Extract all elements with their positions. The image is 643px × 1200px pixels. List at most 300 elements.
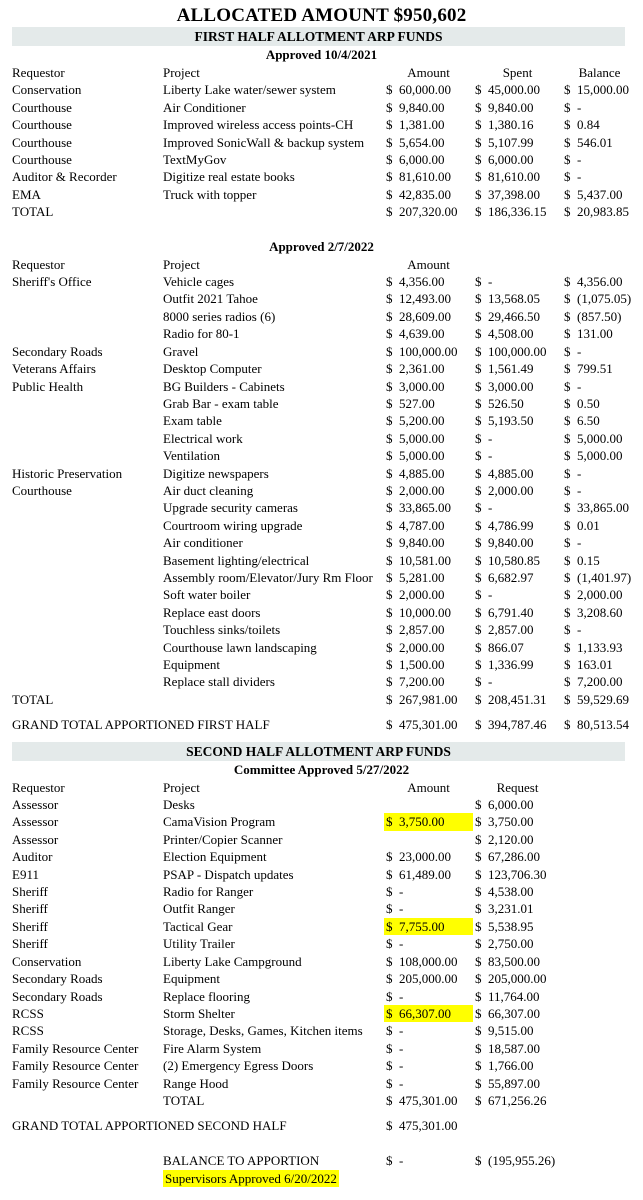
table-row <box>12 1057 637 1074</box>
cell-spent: 3,000.00 <box>488 378 534 394</box>
cell-project: PSAP - Dispatch updates <box>163 866 294 882</box>
cell-spent: 5,193.50 <box>488 413 534 429</box>
cell-balance-symbol: $ <box>564 378 571 394</box>
cell-amount-symbol: $ <box>386 517 393 533</box>
table-row <box>12 900 637 917</box>
cell-request: 3,231.01 <box>488 901 534 917</box>
cell-request-symbol: $ <box>475 1092 482 1108</box>
cell-amount: - <box>399 936 404 952</box>
column-header-requestor: Requestor <box>12 256 65 272</box>
cell-project: Equipment <box>163 971 221 987</box>
cell-spent-symbol: $ <box>475 99 482 115</box>
cell-requestor: Public Health <box>12 378 84 394</box>
cell-project: (2) Emergency Egress Doors <box>163 1058 314 1074</box>
cell-amount <box>399 831 473 848</box>
cell-spent-symbol: $ <box>475 448 482 464</box>
cell-balance: 7,200.00 <box>577 674 623 690</box>
cell-spent: - <box>488 587 493 603</box>
cell-amount: - <box>399 901 404 917</box>
cell-requestor: RCSS <box>12 1005 44 1021</box>
cell-amount-symbol: $ <box>386 639 393 655</box>
cell-balance-symbol: $ <box>564 717 571 733</box>
cell-request: 1,766.00 <box>488 1058 534 1074</box>
cell-spent: 4,786.99 <box>488 517 534 533</box>
cell-balance: - <box>577 152 582 168</box>
cell-blank <box>12 1135 637 1152</box>
cell-spent-symbol: $ <box>475 552 482 568</box>
cell-spent: 4,508.00 <box>488 326 534 342</box>
cell-requestor <box>12 395 163 412</box>
cell-blank <box>163 203 384 220</box>
cell-request: 671,256.26 <box>488 1092 547 1108</box>
cell-amount-symbol: $ <box>386 953 393 969</box>
cell-amount-symbol: $ <box>386 866 393 882</box>
cell-blank <box>577 1117 637 1134</box>
cell-amount-symbol: $ <box>386 1075 393 1091</box>
first-half-grand-total-table <box>12 716 637 733</box>
cell-amount: 61,489.00 <box>399 866 451 882</box>
column-header-request: Request <box>496 779 539 795</box>
table-total-row <box>12 1092 637 1109</box>
cell-amount: 3,000.00 <box>399 378 445 394</box>
table-row <box>12 1040 637 1057</box>
first-half-band-title: FIRST HALF ALLOTMENT ARP FUNDS <box>12 27 625 46</box>
page-title: ALLOCATED AMOUNT $950,602 <box>176 5 467 26</box>
cell-amount-symbol: $ <box>386 622 393 638</box>
cell-amount-symbol: $ <box>386 326 393 342</box>
cell-balance-symbol: $ <box>564 395 571 411</box>
cell-project: Gravel <box>163 343 199 359</box>
cell-request: 9,515.00 <box>488 1023 534 1039</box>
cell-spent-symbol: $ <box>475 674 482 690</box>
table-row <box>12 813 637 830</box>
column-header-requestor: Requestor <box>12 65 65 80</box>
cell-amount: 205,000.00 <box>399 971 458 987</box>
cell-blank <box>577 866 637 883</box>
cell-amount: 1,500.00 <box>399 657 445 672</box>
cell-blank <box>562 935 577 952</box>
cell-balance: 3,208.60 <box>577 604 623 620</box>
cell-blank <box>577 796 637 813</box>
cell-project: Utility Trailer <box>163 936 235 952</box>
cell-requestor: Sheriff <box>12 884 48 900</box>
cell-spent: 9,840.00 <box>488 535 534 551</box>
cell-requestor: Sheriff <box>12 936 48 952</box>
cell-balance: 546.01 <box>577 134 613 150</box>
first-half-section-b-subhead: Approved 2/7/2022 <box>269 238 374 254</box>
cell-amount-symbol: $ <box>386 604 393 620</box>
cell-balance-symbol: $ <box>564 657 571 672</box>
cell-project: Election Equipment <box>163 849 267 865</box>
cell-total-label: TOTAL <box>12 204 54 220</box>
cell-request: (195,955.26) <box>488 1153 556 1169</box>
cell-amount-symbol: $ <box>386 500 393 516</box>
cell-spent: 6,000.00 <box>488 152 534 168</box>
cell-balance: 2,000.00 <box>577 587 623 603</box>
cell-amount-symbol: $ <box>386 674 393 690</box>
cell-requestor: Secondary Roads <box>12 343 103 359</box>
cell-request: 55,897.00 <box>488 1075 540 1091</box>
table-row <box>12 848 637 865</box>
cell-spent: 1,561.49 <box>488 361 534 377</box>
cell-balance: 0.50 <box>577 395 600 411</box>
cell-amount-symbol: $ <box>386 430 393 446</box>
cell-request: 2,750.00 <box>488 936 534 952</box>
cell-requestor: Courthouse <box>12 134 72 150</box>
cell-balance-symbol: $ <box>564 517 571 533</box>
cell-requestor: EMA <box>12 186 41 202</box>
cell-request: 67,286.00 <box>488 849 540 865</box>
cell-amount: 207,320.00 <box>399 204 458 220</box>
table-row <box>12 168 637 185</box>
cell-blank <box>562 1117 577 1134</box>
cell-amount: - <box>399 1058 404 1074</box>
cell-requestor: Assessor <box>12 831 59 847</box>
cell-request-symbol: $ <box>475 988 482 1004</box>
grand-total-row <box>12 716 637 733</box>
cell-amount-symbol: $ <box>386 849 393 865</box>
cell-balance: - <box>577 535 582 551</box>
cell-blank <box>562 970 577 987</box>
cell-amount-symbol: $ <box>386 169 393 185</box>
cell-request: 5,538.95 <box>488 918 534 934</box>
cell-balance-symbol: $ <box>564 413 571 429</box>
cell-requestor: E911 <box>12 866 39 882</box>
cell-amount-symbol: $ <box>386 1058 393 1074</box>
cell-amount: - <box>399 1153 404 1169</box>
cell-requestor <box>12 290 163 307</box>
cell-amount-symbol: $ <box>386 82 393 98</box>
cell-balance: - <box>577 343 582 359</box>
cell-project: Air Conditioner <box>163 99 246 115</box>
cell-request: 2,120.00 <box>488 831 534 847</box>
cell-balance-symbol: $ <box>564 152 571 168</box>
second-half-grand-total-row <box>12 1117 637 1134</box>
cell-amount-symbol: $ <box>386 1023 393 1039</box>
cell-balance-symbol: $ <box>564 204 571 220</box>
table-row <box>12 673 637 690</box>
column-header-requestor: Requestor <box>12 779 65 795</box>
cell-spent-symbol: $ <box>475 152 482 168</box>
cell-blank <box>562 1005 577 1022</box>
second-half-band-title: SECOND HALF ALLOTMENT ARP FUNDS <box>12 742 625 761</box>
table-row <box>12 639 637 656</box>
cell-project: BG Builders - Cabinets <box>163 378 285 394</box>
column-header-spacer <box>562 779 637 796</box>
cell-spent: 394,787.46 <box>488 717 547 733</box>
cell-amount <box>399 796 473 813</box>
table-row <box>12 273 637 290</box>
cell-amount: 2,857.00 <box>399 622 445 638</box>
second-half-subhead: Committee Approved 5/27/2022 <box>233 761 410 777</box>
cell-grand-total-label: GRAND TOTAL APPORTIONED FIRST HALF <box>12 717 270 733</box>
cell-blank <box>562 848 577 865</box>
cell-blank <box>577 970 637 987</box>
cell-total-label: TOTAL <box>163 1092 205 1108</box>
cell-amount: 2,361.00 <box>399 361 445 377</box>
cell-balance: 59,529.69 <box>577 691 629 707</box>
table-row <box>12 866 637 883</box>
cell-spent: 10,580.85 <box>488 552 540 568</box>
cell-spent-symbol: $ <box>475 395 482 411</box>
cell-amount-symbol: $ <box>386 117 393 133</box>
cell-request-symbol: $ <box>475 1040 482 1056</box>
cell-amount: 10,581.00 <box>399 552 451 568</box>
cell-spent-symbol: $ <box>475 291 482 307</box>
cell-balance: - <box>577 99 582 115</box>
cell-amount: 475,301.00 <box>399 717 458 733</box>
cell-project: 8000 series radios (6) <box>163 308 276 324</box>
cell-blank <box>562 953 577 970</box>
cell-balance-symbol: $ <box>564 622 571 638</box>
cell-requestor <box>12 499 163 516</box>
cell-balance-symbol: $ <box>564 604 571 620</box>
cell-spent: 186,336.15 <box>488 204 547 220</box>
table-row <box>12 918 637 935</box>
cell-balance: 5,437.00 <box>577 186 623 202</box>
table-row <box>12 482 637 499</box>
cell-request <box>488 1117 562 1134</box>
table-header-row <box>12 256 637 273</box>
cell-spent: 5,107.99 <box>488 134 534 150</box>
cell-blank <box>577 1005 637 1022</box>
cell-request: 4,538.00 <box>488 884 534 900</box>
table-row <box>12 586 637 603</box>
cell-blank <box>562 918 577 935</box>
cell-blank <box>577 988 637 1005</box>
cell-requestor: Family Resource Center <box>12 1058 139 1074</box>
cell-balance-symbol: $ <box>564 291 571 307</box>
cell-balance-symbol: $ <box>564 326 571 342</box>
cell-amount: 2,000.00 <box>399 587 445 603</box>
cell-balance-label: BALANCE TO APPORTION <box>163 1153 320 1169</box>
cell-request-symbol: $ <box>475 918 482 934</box>
cell-blank <box>577 1040 637 1057</box>
cell-amount-symbol: $ <box>386 448 393 464</box>
cell-amount: 5,000.00 <box>399 448 445 464</box>
cell-blank <box>562 1092 577 1109</box>
cell-amount: 5,281.00 <box>399 569 445 585</box>
table-total-row <box>12 691 637 708</box>
cell-blank <box>12 1092 163 1109</box>
cell-amount: 3,750.00 <box>399 813 473 830</box>
column-header-balance: Balance <box>578 65 621 80</box>
cell-balance-symbol: $ <box>564 134 571 150</box>
cell-amount-symbol: $ <box>386 274 393 290</box>
cell-project: Basement lighting/electrical <box>163 552 310 568</box>
cell-amount: - <box>399 884 404 900</box>
cell-spent: 6,682.97 <box>488 569 534 585</box>
cell-spent: - <box>488 430 493 446</box>
table-header-row <box>12 779 637 796</box>
cell-amount-symbol <box>384 796 399 813</box>
cell-spent: 2,000.00 <box>488 482 534 498</box>
cell-spent: 100,000.00 <box>488 343 547 359</box>
cell-project: Radio for Ranger <box>163 884 254 900</box>
column-header-amount: Amount <box>407 256 450 272</box>
table-row <box>12 360 637 377</box>
footnote-row <box>12 1170 637 1187</box>
cell-amount-symbol: $ <box>386 691 393 707</box>
cell-request-symbol: $ <box>475 1153 482 1169</box>
cell-amount-symbol: $ <box>386 988 393 1004</box>
cell-spent-symbol: $ <box>475 204 482 220</box>
cell-blank <box>577 918 637 935</box>
cell-request: 123,706.30 <box>488 866 547 882</box>
cell-balance: (1,075.05) <box>577 291 632 307</box>
cell-project: TextMyGov <box>163 152 227 168</box>
cell-spent: 81,610.00 <box>488 169 540 185</box>
cell-spent-symbol: $ <box>475 482 482 498</box>
cell-spent-symbol: $ <box>475 134 482 150</box>
cell-spent-symbol: $ <box>475 622 482 638</box>
table-row <box>12 988 637 1005</box>
table-row <box>12 552 637 569</box>
cell-amount: 475,301.00 <box>399 1092 458 1108</box>
cell-balance: 5,000.00 <box>577 430 623 446</box>
cell-amount-symbol: $ <box>386 291 393 307</box>
cell-amount: - <box>399 1040 404 1056</box>
cell-requestor <box>12 552 163 569</box>
cell-balance-symbol: $ <box>564 169 571 185</box>
cell-amount-symbol: $ <box>386 971 393 987</box>
cell-spent: 2,857.00 <box>488 622 534 638</box>
cell-spent-symbol: $ <box>475 326 482 342</box>
cell-amount: 5,654.00 <box>399 134 445 150</box>
cell-project: Desks <box>163 797 195 813</box>
cell-requestor <box>12 447 163 464</box>
cell-amount-symbol: $ <box>386 378 393 394</box>
cell-balance-symbol: $ <box>564 117 571 133</box>
table-row <box>12 1005 637 1022</box>
cell-spent: - <box>488 500 493 516</box>
footnote-approval-note <box>163 1170 473 1187</box>
cell-amount-symbol: $ <box>384 813 399 830</box>
cell-amount: 33,865.00 <box>399 500 451 516</box>
cell-balance: 0.15 <box>577 552 600 568</box>
cell-blank <box>577 1092 637 1109</box>
cell-blank <box>577 953 637 970</box>
cell-balance-symbol: $ <box>564 587 571 603</box>
cell-blank <box>562 796 577 813</box>
table-row <box>12 517 637 534</box>
cell-amount: 5,000.00 <box>399 430 445 446</box>
cell-request: 66,307.00 <box>488 1005 540 1021</box>
cell-spent-symbol: $ <box>475 117 482 133</box>
cell-amount-symbol: $ <box>386 465 393 481</box>
cell-request-symbol: $ <box>475 1005 482 1021</box>
cell-amount: 475,301.00 <box>399 1118 458 1134</box>
cell-balance-symbol: $ <box>564 535 571 551</box>
cell-request-symbol: $ <box>475 866 482 882</box>
column-header-balance <box>562 256 637 273</box>
cell-project: Improved wireless access points-CH <box>163 117 354 133</box>
table-row <box>12 656 637 673</box>
cell-amount: 4,639.00 <box>399 326 445 342</box>
cell-requestor: Family Resource Center <box>12 1040 139 1056</box>
column-header-spent: Spent <box>502 65 533 80</box>
cell-request: 3,750.00 <box>488 814 534 830</box>
cell-amount: 6,000.00 <box>399 152 445 168</box>
cell-project: Ventilation <box>163 448 221 464</box>
column-header-project: Project <box>163 256 200 272</box>
cell-amount: - <box>399 988 404 1004</box>
cell-spent-symbol: $ <box>475 465 482 481</box>
cell-amount-symbol: $ <box>386 186 393 202</box>
cell-amount-symbol: $ <box>386 361 393 377</box>
cell-project: Assembly room/Elevator/Jury Rm Floor <box>163 569 373 585</box>
cell-amount: 1,381.00 <box>399 117 445 133</box>
table-row <box>12 953 637 970</box>
column-header-spent <box>473 256 562 273</box>
cell-blank <box>473 1170 637 1187</box>
cell-project: Range Hood <box>163 1075 229 1091</box>
cell-request: 6,000.00 <box>488 797 534 813</box>
cell-amount-symbol: $ <box>386 936 393 952</box>
cell-project: Digitize newspapers <box>163 465 269 481</box>
cell-blank <box>577 900 637 917</box>
cell-project: Outfit 2021 Tahoe <box>163 291 258 307</box>
cell-blank <box>562 866 577 883</box>
cell-requestor: Assessor <box>12 814 59 830</box>
cell-amount-symbol: $ <box>384 918 399 935</box>
cell-blank <box>12 1170 163 1187</box>
cell-project: Storm Shelter <box>163 1005 235 1021</box>
cell-project: Replace flooring <box>163 988 250 1004</box>
cell-request-symbol: $ <box>475 953 482 969</box>
cell-blank <box>562 900 577 917</box>
cell-amount: 9,840.00 <box>399 99 445 115</box>
cell-requestor: Auditor & Recorder <box>12 169 117 185</box>
cell-amount: 28,609.00 <box>399 308 451 324</box>
cell-request-symbol: $ <box>475 901 482 917</box>
cell-requestor: Assessor <box>12 797 59 813</box>
column-header-project: Project <box>163 779 200 795</box>
cell-amount-symbol: $ <box>386 1092 393 1108</box>
cell-balance: 5,000.00 <box>577 448 623 464</box>
table-row <box>12 325 637 342</box>
table-total-row <box>12 203 637 220</box>
cell-project: CamaVision Program <box>163 814 276 830</box>
cell-project: Outfit Ranger <box>163 901 235 917</box>
cell-amount-symbol: $ <box>386 204 393 220</box>
cell-balance: 15,000.00 <box>577 82 629 98</box>
cell-amount-symbol: $ <box>386 535 393 551</box>
cell-requestor: Secondary Roads <box>12 988 103 1004</box>
cell-balance: 131.00 <box>577 326 613 342</box>
cell-project: Printer/Copier Scanner <box>163 831 283 847</box>
cell-blank <box>562 831 577 848</box>
column-header-project: Project <box>163 65 200 80</box>
cell-balance-symbol: $ <box>564 343 571 359</box>
cell-spent: 13,568.05 <box>488 291 540 307</box>
cell-blank <box>562 1022 577 1039</box>
cell-request-symbol: $ <box>475 1023 482 1039</box>
cell-requestor <box>12 604 163 621</box>
cell-balance-symbol: $ <box>564 361 571 377</box>
cell-blank <box>562 1040 577 1057</box>
cell-project: Liberty Lake water/sewer system <box>163 82 336 98</box>
cell-amount: 108,000.00 <box>399 953 458 969</box>
table-row <box>12 81 637 98</box>
cell-amount-symbol: $ <box>386 1153 393 1169</box>
table-row <box>12 831 637 848</box>
cell-blank <box>577 1057 637 1074</box>
cell-requestor: Family Resource Center <box>12 1075 139 1091</box>
table-row <box>12 970 637 987</box>
cell-balance: 80,513.54 <box>577 717 630 733</box>
table-row <box>12 378 637 395</box>
